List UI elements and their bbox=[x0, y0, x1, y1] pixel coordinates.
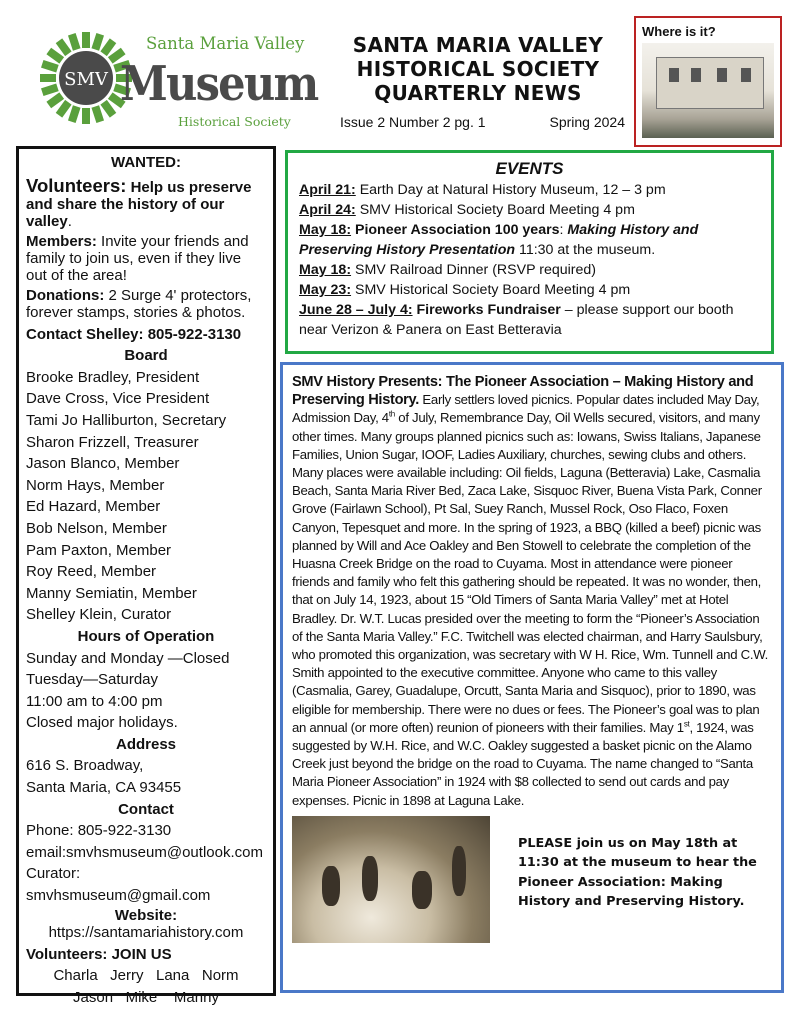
hours-line: 11:00 am to 4:00 pm bbox=[26, 692, 163, 710]
address-lines bbox=[26, 755, 266, 798]
board-list bbox=[26, 367, 266, 626]
sun-ray bbox=[41, 83, 59, 96]
museum-logo bbox=[38, 30, 318, 135]
sun-ray bbox=[41, 60, 59, 73]
contact-line: Curator: smvhsmuseum@gmail.com bbox=[26, 865, 211, 905]
events-heading: EVENTS bbox=[495, 159, 564, 178]
event-text: SMV Historical Society Board Meeting 4 pm bbox=[351, 282, 631, 298]
article-headline: SMV History Presents: The Pioneer Association – Making History and Preserving History. bbox=[292, 374, 754, 409]
event-item bbox=[299, 300, 760, 340]
issue-line bbox=[340, 114, 625, 130]
address-line: 616 S. Broadway, bbox=[26, 757, 144, 775]
board-member: Manny Semiatin, Member bbox=[26, 584, 197, 602]
info-sidebar bbox=[16, 146, 276, 1006]
volunteers-text: Help us preserve and share the history of our valley bbox=[26, 178, 252, 230]
event-text: Earth Day at Natural History Museum, 12 – 3 pm bbox=[355, 182, 666, 198]
board-member: Norm Hays, Member bbox=[26, 476, 165, 494]
board-member: Pam Paxton, Member bbox=[26, 541, 172, 559]
sun-ray bbox=[82, 108, 90, 124]
where-is-it-box bbox=[634, 16, 782, 147]
wanted-heading: WANTED: bbox=[111, 154, 181, 171]
event-sep: : bbox=[559, 222, 568, 238]
event-text: – please support our booth near Verizon & Panera on East Betteravia bbox=[299, 302, 734, 338]
volunteers-label: Volunteers: bbox=[26, 174, 127, 196]
address-line: Santa Maria, CA 93455 bbox=[26, 779, 182, 797]
board-member: Brooke Bradley, President bbox=[26, 368, 200, 386]
sun-ray bbox=[82, 32, 90, 48]
sun-ray bbox=[40, 74, 56, 82]
article-text: of July, Remembrance Day, Oil Wells secured, visitors, and many other times. Many groups planned picnics such as: Iowans, Swiss Italians, Japanese Families, Union Sugar, IOOF, Ladies Auxiliary, churches, sewing clubs and others. Many places were available including: Oil fields, Laguna (Betteravia) Lake, Casmalia Beach, Santa Maria River Bed, Zaca Lake, Sisquoc River, Buena Vista Park, Conner Grove (Fairlawn School), Pt Sal, Suey Ranch, Mussel Rock, Oso Flaco, Foxen Canyon, Tepesquet and more. In the spring of 1923, a BBQ (killed a beef) picnic was planned by Will and Ace Oakley and Ben Stowell to celebrate the completion of the Huasna Creek Bridge on the road to Cuyama. Most in attendance were pioneer friends and family who felt this gathering should be repeated. It was no wonder, then, that on July 14, 1923, about 15 “Old Timers of Santa Maria Valley” met at Hotel Bradley. Dr. W.T. Lucas presided over the meeting to form the “Pioneer’s Association of the Santa Maria Valley.” F.C. Twitchell was elected chairman, and Harry Saulsbury, who promoted this organization, was secretary with W H. Rice, Wm. Tunnell and C.W. Smith appointed to the executive committee. Anyone who came to this valley (Casmalia, Garey, Guadalupe, Orcutt, Santa Maria and Sisquoc), prior to 1890, was eligible for membership. There were no dues or fees. The Pioneer’s goal was to plan an annual (or more often) reunion of pioneers with their families. May 1 bbox=[292, 410, 768, 735]
address-heading: Address bbox=[115, 735, 177, 753]
contact-heading: Contact bbox=[118, 800, 174, 818]
event-item bbox=[299, 200, 760, 220]
website-link[interactable]: https://santamariahistory.com bbox=[48, 923, 244, 941]
sun-ray bbox=[68, 105, 81, 123]
event-title: Pioneer Association 100 years bbox=[351, 222, 560, 238]
hours-line: Sunday and Monday —Closed bbox=[26, 649, 230, 667]
board-member: Shelley Klein, Curator bbox=[26, 606, 172, 624]
board-member: Bob Nelson, Member bbox=[26, 519, 167, 537]
board-heading: Board bbox=[124, 347, 168, 365]
event-date: April 24: bbox=[299, 202, 356, 218]
history-article bbox=[280, 362, 784, 993]
event-text: 11:30 at the museum. bbox=[515, 242, 656, 258]
event-item bbox=[299, 280, 760, 300]
board-member: Roy Reed, Member bbox=[26, 563, 157, 581]
volunteer-names: Jason Mike Manny bbox=[73, 988, 219, 1006]
invitation-text: PLEASE join us on May 18th at 11:30 at the museum to hear the Pioneer Association: Making History and Preserving History. bbox=[518, 835, 757, 910]
superscript: st bbox=[683, 719, 690, 729]
sun-ray bbox=[91, 105, 104, 123]
logo-monogram: SMV bbox=[64, 69, 108, 90]
title-line: QUARTERLY NEWS bbox=[374, 81, 582, 105]
event-item bbox=[299, 260, 760, 280]
events-list bbox=[299, 180, 760, 340]
where-label: Where is it? bbox=[642, 24, 716, 39]
event-date: June 28 – July 4: bbox=[299, 302, 413, 318]
event-date: May 18: bbox=[299, 262, 352, 278]
hours-heading: Hours of Operation bbox=[77, 627, 215, 645]
donations-note bbox=[26, 287, 266, 321]
building-photo bbox=[642, 43, 774, 138]
article-text: Early settlers loved picnics. Popular dates included May Day, Admission Day, 4 bbox=[292, 392, 760, 426]
season: Spring 2024 bbox=[549, 114, 625, 130]
contact-line: email:smvhsmuseum@outlook.com bbox=[26, 843, 263, 861]
event-text: SMV Railroad Dinner (RSVP required) bbox=[351, 262, 597, 278]
sun-ray bbox=[91, 33, 104, 51]
board-member: Tami Jo Halliburton, Secretary bbox=[26, 411, 227, 429]
contact-lines bbox=[26, 820, 266, 906]
logo-line1: Santa Maria Valley bbox=[146, 34, 305, 53]
issue-number: Issue 2 Number 2 pg. 1 bbox=[340, 114, 486, 130]
newsletter-title bbox=[330, 33, 626, 105]
board-member: Sharon Frizzell, Treasurer bbox=[26, 433, 199, 451]
event-date: May 23: bbox=[299, 282, 352, 298]
members-label: Members: bbox=[26, 232, 97, 250]
volunteer-names: Charla Jerry Lana Norm bbox=[53, 967, 239, 985]
contact-line: Phone: 805-922-3130 bbox=[26, 822, 172, 840]
board-member: Jason Blanco, Member bbox=[26, 455, 180, 473]
members-note bbox=[26, 233, 266, 284]
logo-line2: Museum bbox=[120, 56, 318, 112]
title-line: HISTORICAL SOCIETY bbox=[356, 57, 600, 81]
donations-label: Donations: bbox=[26, 286, 105, 304]
hours-list bbox=[26, 648, 266, 734]
event-item bbox=[299, 220, 760, 260]
event-item bbox=[299, 180, 760, 200]
article-body bbox=[292, 373, 772, 810]
event-title: Fireworks Fundraiser bbox=[412, 302, 561, 318]
event-date: April 21: bbox=[299, 182, 356, 198]
picnic-photo bbox=[292, 816, 490, 943]
website-heading: Website: bbox=[114, 906, 178, 924]
sun-ray bbox=[68, 33, 81, 51]
event-date: May 18: bbox=[299, 222, 352, 238]
event-text: SMV Historical Society Board Meeting 4 pm bbox=[355, 202, 635, 218]
join-heading: Volunteers: JOIN US bbox=[26, 945, 172, 963]
hours-line: Tuesday—Saturday bbox=[26, 671, 159, 689]
event-subtitle: Making History and Preserving History Presentation bbox=[299, 222, 699, 258]
contact-shelley: Contact Shelley: 805-922-3130 bbox=[26, 325, 242, 343]
donations-text: 2 Surge 4' protectors, forever stamps, stories & photos. bbox=[26, 286, 252, 321]
logo-line3: Historical Society bbox=[178, 114, 291, 129]
members-text: Invite your friends and family to join us, even if they live out of the area! bbox=[26, 232, 249, 284]
title-line: SANTA MARIA VALLEY bbox=[352, 33, 604, 57]
board-member: Ed Hazard, Member bbox=[26, 498, 161, 516]
board-member: Dave Cross, Vice President bbox=[26, 390, 210, 408]
events-box bbox=[285, 150, 774, 354]
article-footer bbox=[292, 816, 772, 943]
superscript: th bbox=[388, 410, 395, 420]
hours-line: Closed major holidays. bbox=[26, 714, 178, 732]
volunteers-note: Volunteers: Help us preserve and share the history of our valley. bbox=[26, 174, 252, 230]
article-text: , 1924, was suggested by W.H. Rice, and W.C. Oakley suggested a basket picnic on the Alamo Creek just beyond the bridge on the road to Cuyama. The name changed to “Santa Maria Pioneer Association” in 1924 with $8 collected to send out cards and pay expenses. Picnic in 1898 at Laguna Lake. bbox=[292, 719, 754, 808]
